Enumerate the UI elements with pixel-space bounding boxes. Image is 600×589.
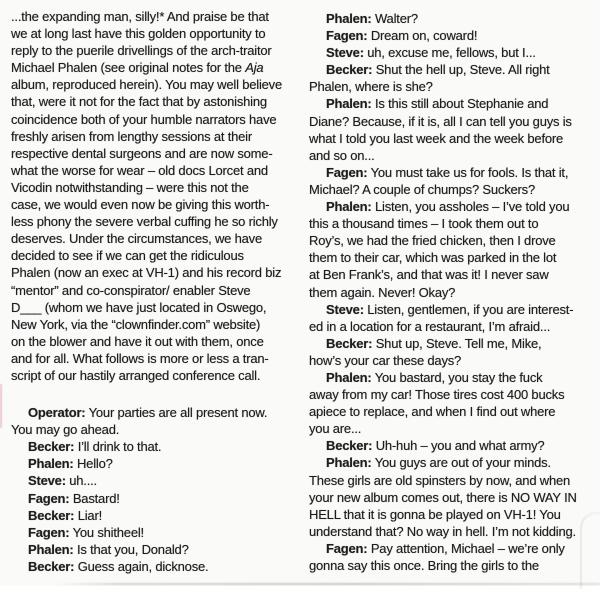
text-segment: Is that you, Donald?	[73, 541, 189, 557]
speaker-label: Phalen:	[326, 11, 372, 26]
text-line	[11, 264, 303, 281]
text-segment: gonna say this once. Bring the girls to the	[309, 558, 539, 573]
page-bottom-edge-shadow	[55, 583, 600, 585]
text-segment: You must take us for fools. Is that it,	[367, 164, 569, 180]
text-segment: Is this still about Stephanie and	[371, 96, 549, 112]
text-line	[309, 301, 595, 318]
text-line	[11, 25, 303, 42]
text-segment: Phalen (now an exec at VH-1) and his record biz	[11, 265, 282, 281]
speaker-label: Becker:	[28, 439, 75, 455]
speaker-label: Fagen:	[326, 540, 368, 556]
text-segment: respective dental surgeons and are now some-	[11, 145, 273, 161]
text-line	[309, 420, 595, 437]
scan-corner-artifact	[580, 512, 600, 589]
text-segment: Hello?	[73, 456, 113, 472]
speaker-label: Steve:	[326, 301, 364, 317]
text-line	[11, 350, 303, 367]
text-segment: Your parties are all present now.	[85, 405, 268, 421]
text-line	[309, 437, 595, 454]
text-line	[309, 318, 595, 335]
text-line	[309, 164, 595, 181]
text-segment: Roy’s, we had the fried chicken, then I drove	[309, 233, 556, 249]
text-segment: reply to the puerile drivellings of the arch-traitor	[11, 43, 272, 59]
text-line	[309, 113, 595, 130]
speaker-label: Fagen:	[326, 28, 368, 44]
text-segment: understand that? No way in hell. I’m not kidding.	[309, 523, 576, 539]
text-segment: You guys are out of your minds.	[371, 455, 551, 471]
text-segment: you are...	[309, 421, 362, 437]
text-segment: what I told you last week and the week before	[309, 130, 564, 146]
text-line	[11, 230, 303, 247]
text-segment: HELL that it is gonna be played on VH-1! You	[309, 506, 561, 522]
text-segment: Bastard!	[69, 490, 120, 506]
text-line	[309, 147, 595, 164]
text-line	[309, 403, 595, 420]
text-line	[309, 266, 595, 283]
text-line	[309, 27, 595, 44]
text-line	[309, 61, 595, 78]
text-segment: that, were it not for the fact that by astonishing	[11, 94, 267, 110]
text-segment: decided to see if we can get the ridiculous	[11, 248, 244, 264]
text-line	[11, 455, 303, 472]
text-line	[11, 472, 303, 489]
text-line	[309, 181, 595, 198]
speaker-label: Phalen:	[326, 96, 372, 112]
text-line	[11, 438, 303, 455]
text-segment: coincidence both of your humble narrators have	[11, 111, 277, 127]
text-line	[309, 472, 595, 489]
speaker-label: Becker:	[28, 558, 75, 574]
text-segment: album, reproduced herein). You may well believe	[11, 77, 282, 93]
text-line	[11, 490, 303, 507]
text-segment: Phalen, where is she?	[309, 79, 433, 95]
text-segment: Uh-huh – you and what army?	[372, 438, 545, 454]
speaker-label: Phalen:	[326, 199, 372, 215]
text-line	[309, 454, 595, 471]
speaker-label: Phalen:	[326, 369, 372, 385]
text-segment: them to their car, which was parked in the lot	[309, 250, 557, 266]
text-line	[11, 145, 303, 162]
text-line	[11, 524, 303, 541]
text-line	[11, 404, 303, 421]
text-line	[11, 558, 303, 575]
text-segment: ...the expanding man, silly!* And praise be that	[11, 9, 269, 24]
text-segment: case, we would even now be giving this worth-	[11, 197, 270, 213]
speaker-label: Operator:	[28, 405, 86, 421]
text-line	[11, 316, 303, 333]
text-line	[11, 59, 303, 76]
text-segment: at Ben Frank’s, and that was it! I never saw	[309, 267, 549, 283]
text-line	[309, 10, 595, 27]
text-line	[309, 557, 595, 574]
speaker-label: Steve:	[28, 473, 66, 489]
text-line	[11, 282, 303, 299]
text-line	[11, 93, 303, 110]
text-line	[309, 386, 595, 403]
text-segment: D___ (whom we have just located in Oswego,	[11, 299, 267, 315]
text-line	[11, 111, 303, 128]
text-line	[11, 421, 303, 438]
speaker-label: Phalen:	[28, 456, 74, 472]
text-line	[309, 540, 595, 557]
speaker-label: Becker:	[326, 335, 373, 351]
text-segment: your new album comes out, there is NO WAY IN	[309, 489, 577, 505]
text-segment: and so on...	[309, 147, 375, 163]
text-line	[11, 179, 303, 196]
text-line	[11, 299, 303, 316]
text-segment: Diane? Because, if it is, all I can tell you guys is	[309, 113, 572, 129]
text-segment: apiece to replace, and when I find out where	[309, 404, 556, 420]
text-column-right	[309, 10, 595, 574]
text-line	[309, 335, 595, 352]
speaker-label: Phalen:	[28, 541, 74, 557]
text-line	[309, 369, 595, 386]
text-line	[11, 507, 303, 524]
text-line	[11, 162, 303, 179]
speaker-label: Phalen:	[326, 455, 372, 471]
text-line	[11, 42, 303, 59]
text-segment: Listen, gentlemen, if you are interest-	[363, 301, 574, 317]
text-segment: how’s your car these days?	[309, 352, 462, 368]
text-line	[11, 367, 303, 384]
paragraph-gap	[11, 384, 303, 404]
text-line	[309, 232, 595, 249]
text-segment: Guess again, dicknose.	[74, 558, 209, 574]
speaker-label: Fagen:	[28, 490, 70, 506]
text-line	[11, 541, 303, 558]
text-line	[11, 247, 303, 264]
text-line	[309, 489, 595, 506]
text-segment: New York, via the “clownfinder.com” website)	[11, 316, 261, 332]
text-line	[309, 284, 595, 301]
text-segment: You may go ahead.	[11, 422, 120, 438]
text-segment: ed in a location for a restaurant, I’m afraid...	[309, 318, 551, 334]
speaker-label: Becker:	[326, 62, 373, 78]
text-line	[309, 198, 595, 215]
text-line	[309, 95, 595, 112]
text-segment: You shitheel!	[69, 524, 144, 540]
italic-title: Aja	[245, 60, 264, 76]
text-line	[309, 523, 595, 540]
text-line	[309, 352, 595, 369]
scan-left-edge-artifact	[0, 384, 2, 428]
text-segment: Michael Phalen (see original notes for the	[11, 60, 246, 76]
text-segment: “mentor” and co-conspirator/ enabler Steve	[11, 282, 251, 298]
text-segment: You bastard, you stay the fuck	[371, 369, 543, 385]
text-segment: uh, excuse me, fellows, but I...	[363, 45, 536, 61]
text-segment: what the worse for wear – old docs Lorcet and	[11, 162, 268, 178]
text-line	[11, 76, 303, 93]
text-segment: script of our hastily arranged conference call.	[11, 367, 261, 383]
text-line	[309, 249, 595, 266]
text-line	[309, 506, 595, 523]
text-segment: Shut the hell up, Steve. All right	[372, 62, 550, 78]
text-segment: this a thousand times – I took them out to	[309, 216, 539, 232]
text-line	[309, 78, 595, 95]
text-segment: Listen, you assholes – I’ve told you	[371, 199, 570, 215]
text-line	[11, 196, 303, 213]
text-line	[11, 213, 303, 230]
speaker-label: Becker:	[28, 507, 75, 523]
text-segment: Michael? A couple of chumps? Suckers?	[309, 181, 536, 197]
text-segment: we at long last have this golden opportunity to	[11, 26, 266, 42]
text-line	[11, 333, 303, 350]
text-line	[309, 215, 595, 232]
text-line	[11, 8, 303, 25]
text-segment: on the blower and have it out with them, once	[11, 333, 264, 349]
text-line	[309, 44, 595, 61]
text-segment: Walter?	[371, 11, 418, 26]
speaker-label: Fagen:	[326, 164, 368, 180]
speaker-label: Fagen:	[28, 524, 70, 540]
text-segment: Shut up, Steve. Tell me, Mike,	[372, 335, 542, 351]
text-segment: Vicodin notwithstanding – were this not the	[11, 179, 249, 195]
text-segment: Liar!	[74, 507, 102, 523]
text-segment: I’ll drink to that.	[74, 439, 162, 455]
text-segment: freshly arisen from lengthy sessions at their	[11, 128, 252, 144]
speaker-label: Steve:	[326, 45, 364, 61]
text-segment: less phony the severe verbal cuffing he so richly	[11, 214, 278, 230]
text-segment: These girls are old spinsters by now, and when	[309, 472, 571, 488]
text-segment: Pay attention, Michael – we’re only	[367, 540, 565, 556]
text-line	[309, 130, 595, 147]
text-line	[11, 128, 303, 145]
text-segment: Dream on, coward!	[367, 28, 478, 44]
text-segment: and for all. What follows is more or less a tran-	[11, 350, 269, 366]
text-segment: uh....	[65, 473, 97, 489]
text-segment: them again. Never! Okay?	[309, 284, 456, 300]
text-segment: deserves. Under the circumstances, we have	[11, 231, 262, 247]
text-segment: away from my car! Those tires cost 400 bucks	[309, 387, 565, 403]
speaker-label: Becker:	[326, 438, 373, 454]
text-column-left	[11, 8, 303, 575]
